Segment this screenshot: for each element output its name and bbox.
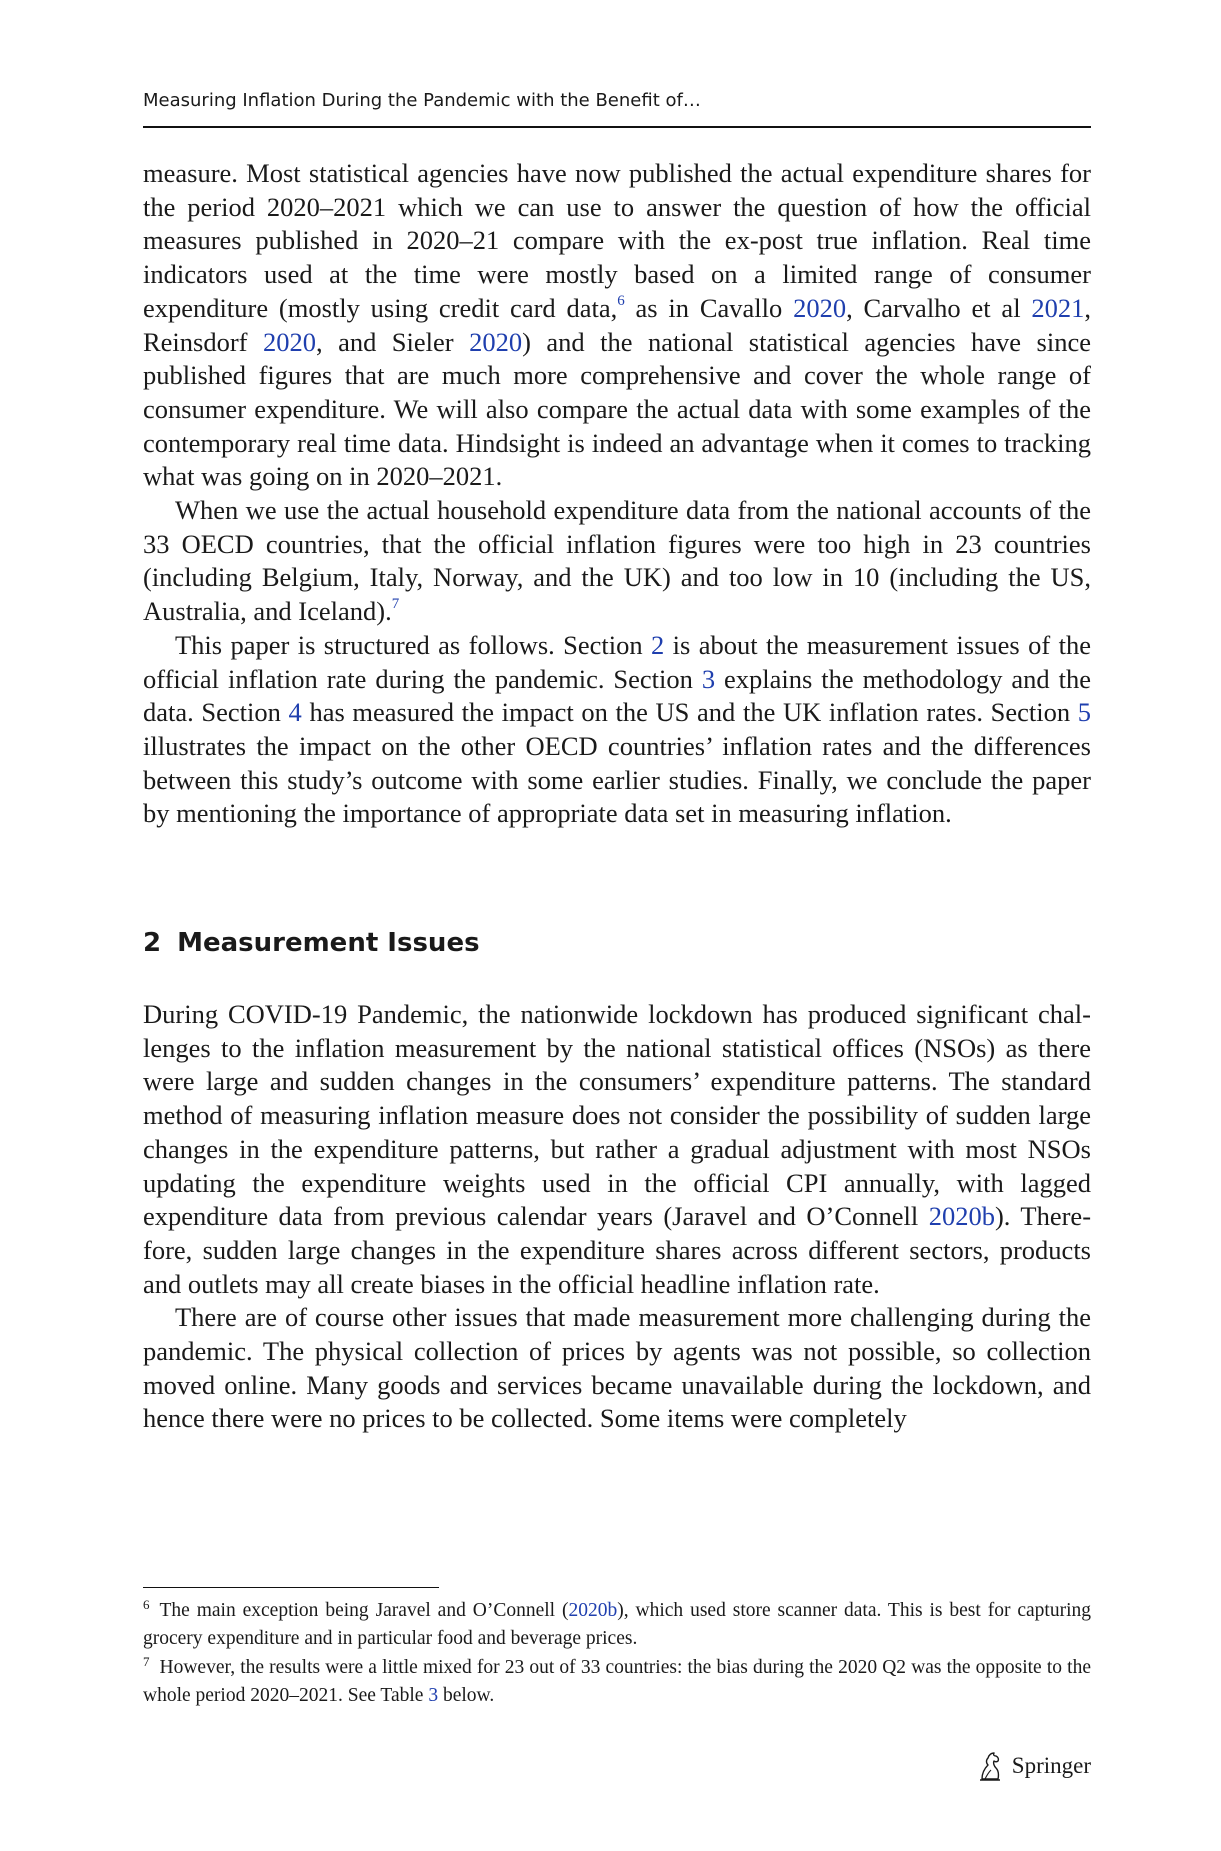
- citation-link[interactable]: 2020: [469, 326, 523, 357]
- text: ). Therefore, sudden large changes in the expenditure shares across different sectors, products and outlets may all create biases in the official headline inflation rate.: [143, 1201, 1092, 1299]
- publisher-name: Springer: [1011, 1753, 1091, 1778]
- footnote-rule: [143, 1587, 439, 1588]
- text: as in Cavallo: [624, 292, 794, 323]
- citation-link[interactable]: 2020b: [928, 1201, 995, 1232]
- body-block-bottom: [143, 998, 1091, 1436]
- table-link-3[interactable]: 3: [428, 1685, 439, 1706]
- footnote-mark: 7: [143, 1654, 150, 1669]
- paragraph-3: [143, 629, 1091, 831]
- footnote-ref-6[interactable]: 6: [617, 292, 625, 309]
- section-heading: [143, 928, 1091, 958]
- text: below.: [438, 1685, 495, 1706]
- text: explains the methodology and the data. Section: [143, 663, 1091, 728]
- text: ), which used store scanner data. This is best for capturing grocery expenditure and in particular food and beverage prices.: [143, 1600, 1091, 1649]
- text: There are of course other issues that made measurement more challenging during the pandemic. The physical collection of prices by agents was not possible, so collection moved online. Many goods and services became unavailable during the lockdown, and hence there were no prices to be collected. Some items were completely: [143, 1302, 1091, 1434]
- section-title-text: Measurement Issues: [177, 928, 480, 958]
- section-link-5[interactable]: 5: [1077, 697, 1092, 728]
- text: measure. Most statistical agencies have now published the actual expenditure shares for the period 2020–2021 which we can use to answer the question of how the official measures published in 2020–21 compare with the ex-post true inflation. Real time indicators used at the time were mostly based on a limited range of consumer expenditure (mostly using credit card data,: [143, 158, 1091, 323]
- text: During COVID-19 Pandemic, the nationwide lockdown has produced significant challenges to the inflation measurement by the national statistical offices (NSOs) as there were large and sudden changes in the consumers’ expenditure patterns. The standard method of measuring inflation measure does not consider the possibility of sudden large changes in the expenditure patterns, but rather a gradual adjustment with most NSOs updating the expenditure weights used in the official CPI annually, with lagged expenditure data from previous calendar years (Jaravel and O’Connell: [143, 999, 1091, 1232]
- footnote-7: [143, 1654, 1091, 1709]
- footnote-ref-7[interactable]: 7: [391, 596, 400, 613]
- section-link-3[interactable]: 3: [701, 663, 716, 694]
- text: However, the results were a little mixed for 23 out of 33 countries: the bias during the 2020 Q2 was the opposite to the whole period 2020–2021. See Table: [143, 1657, 1091, 1706]
- header-rule: [143, 126, 1091, 128]
- paragraph-1: [143, 157, 1091, 494]
- text: The main exception being Jaravel and O’Connell (: [159, 1600, 569, 1621]
- text: , Reinsdorf: [143, 292, 1091, 357]
- text: ) and the national statistical agencies have since published figures that are much more comprehensive and cover the whole range of consumer expenditure. We will also compare the actual data with some examples of the contemporary real time data. Hindsight is indeed an advantage when it comes to tracking what was going on in 2020–2021.: [143, 326, 1091, 492]
- paragraph-4: [143, 998, 1091, 1301]
- citation-link[interactable]: 2021: [1031, 292, 1085, 323]
- section-link-2[interactable]: 2: [651, 629, 665, 660]
- publisher-logo: [971, 1748, 1091, 1784]
- text: , Carvalho et al: [846, 292, 1032, 323]
- citation-link[interactable]: 2020: [793, 292, 847, 323]
- paragraph-5: [143, 1301, 1091, 1436]
- text: When we use the actual household expenditure data from the national accounts of the 33 OECD countries, that the official inflation figures were too high in 23 countries (including Belgium, Italy, Norway, and the UK) and too low in 10 (including the US, Australia, and Iceland).: [143, 495, 1091, 627]
- citation-link[interactable]: 2020b: [568, 1600, 618, 1621]
- text: , and Sieler: [315, 326, 470, 357]
- footnote-6: [143, 1597, 1091, 1652]
- text: has measured the impact on the US and the UK inflation rates. Section: [301, 697, 1078, 728]
- text: is about the measurement issues of the official inflation rate during the pandemic. Section: [143, 629, 1091, 694]
- citation-link[interactable]: 2020: [262, 326, 316, 357]
- footnote-mark: 6: [143, 1597, 150, 1612]
- section-number: 2: [143, 928, 162, 958]
- text: This paper is structured as follows. Section: [175, 629, 652, 660]
- section-link-4[interactable]: 4: [288, 697, 302, 728]
- springer-horse-logo-icon: [976, 1750, 1004, 1782]
- body-block-top: [143, 157, 1091, 831]
- running-head: Measuring Inflation During the Pandemic with the Benefit of…: [143, 90, 701, 111]
- text: illustrates the impact on the other OECD countries’ inflation rates and the differences between this study’s outcome with some earlier studies. Finally, we conclude the paper by mentioning the importance of appropriate data set in measuring inflation.: [143, 730, 1091, 829]
- paragraph-2: [143, 494, 1091, 629]
- footnotes: [143, 1597, 1091, 1711]
